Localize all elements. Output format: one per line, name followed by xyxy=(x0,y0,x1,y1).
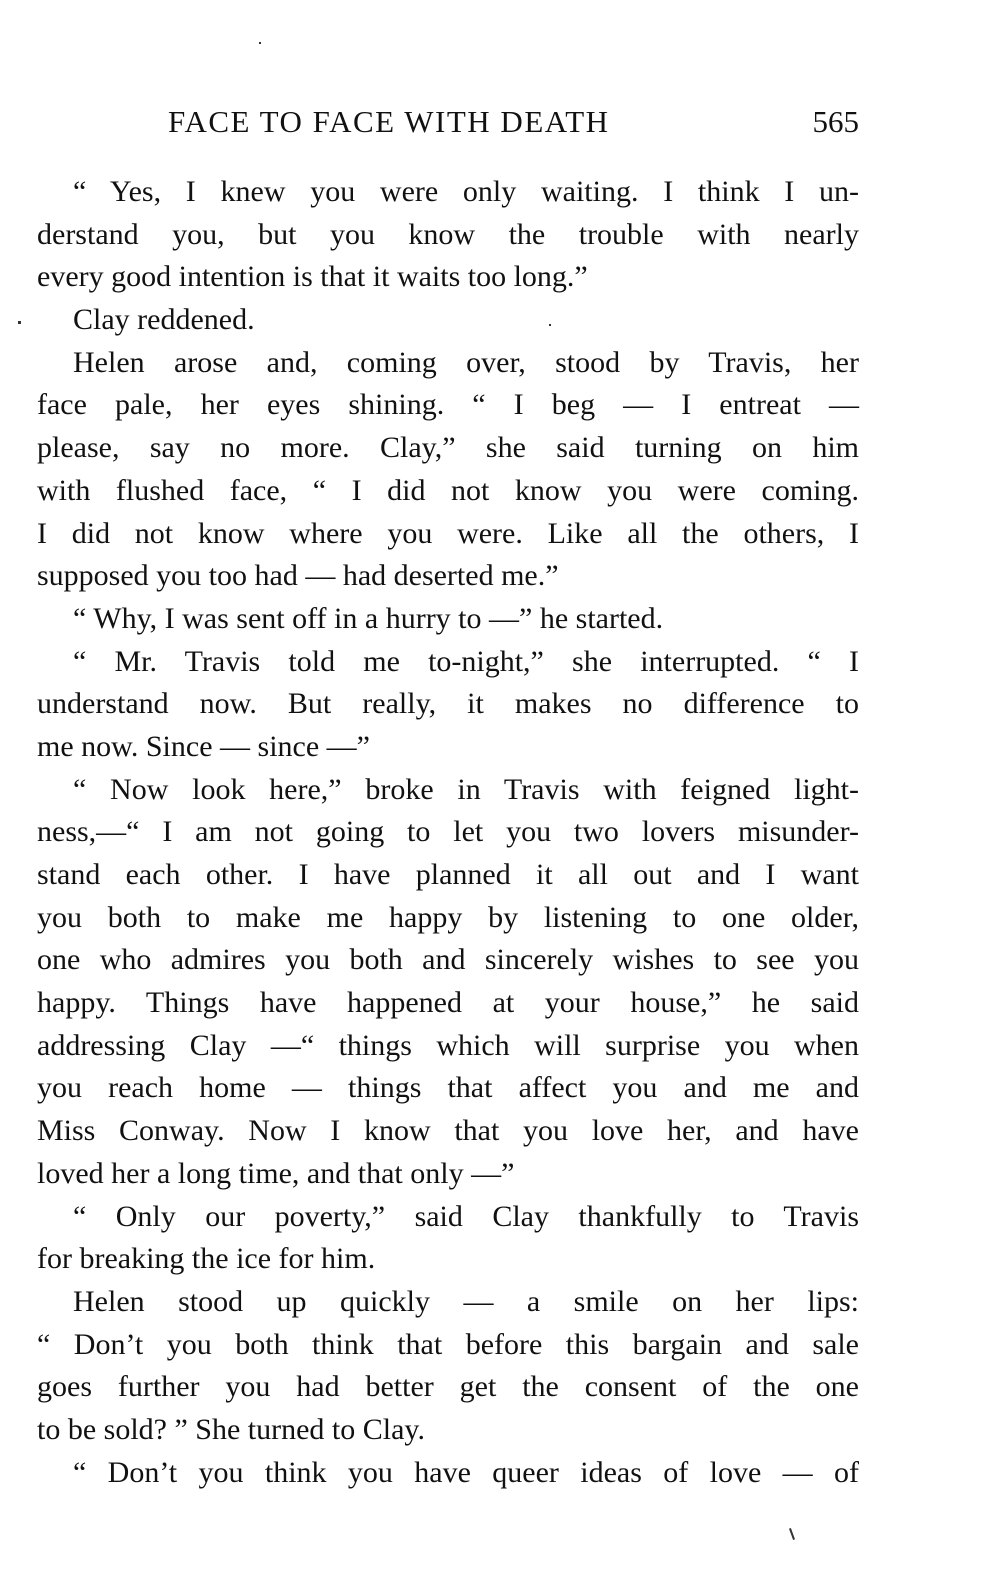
text-line: “ Only our poverty,” said Clay thankfully to Travis xyxy=(73,1199,859,1233)
scan-speck xyxy=(549,324,551,326)
text-line: I did not know where you were. Like all the others, I xyxy=(37,516,859,550)
text-line: “ Why, I was sent off in a hurry to —” he started. xyxy=(73,601,664,635)
text-line: one who admires you both and sincerely wishes to see you xyxy=(37,943,859,977)
text-line: “ Yes, I knew you were only waiting. I think I un- xyxy=(73,175,859,208)
text-line: supposed you too had — had deserted me.” xyxy=(37,559,559,593)
text-line: please, say no more. Clay,” she said turning on him xyxy=(37,431,859,465)
text-line: Helen stood up quickly — a smile on her lips: xyxy=(73,1284,859,1318)
scan-speck xyxy=(789,1528,795,1540)
text-line: every good intention is that it waits too long.” xyxy=(37,260,588,294)
text-line: face pale, her eyes shining. “ I beg — I entreat — xyxy=(37,388,859,422)
text-line: “ Mr. Travis told me to-night,” she interrupted. “ I xyxy=(73,644,859,678)
text-line: loved her a long time, and that only —” xyxy=(37,1156,515,1190)
text-line: Miss Conway. Now I know that you love her, and have xyxy=(37,1114,859,1148)
text-line: with flushed face, “ I did not know you were coming. xyxy=(37,473,859,507)
text-line: “ Now look here,” broke in Travis with feigned light- xyxy=(73,772,859,806)
page-header xyxy=(37,104,859,148)
text-line: “ Don’t you both think that before this bargain and sale xyxy=(37,1327,859,1361)
text-line: goes further you had better get the consent of the one xyxy=(37,1370,859,1404)
text-line: “ Don’t you think you have queer ideas of love — of xyxy=(73,1455,859,1489)
text-line: addressing Clay —“ things which will surprise you when xyxy=(37,1028,859,1062)
text-line: Helen arose and, coming over, stood by Travis, her xyxy=(73,345,859,379)
text-line: to be sold? ” She turned to Clay. xyxy=(37,1412,425,1446)
text-line: ness,—“ I am not going to let you two lovers misunder- xyxy=(37,815,859,849)
text-line: you reach home — things that affect you and me and xyxy=(37,1071,859,1105)
text-line: Clay reddened. xyxy=(73,303,255,337)
text-line: for breaking the ice for him. xyxy=(37,1242,376,1276)
scan-speck xyxy=(259,42,261,44)
text-line: stand each other. I have planned it all out and I want xyxy=(37,858,859,891)
running-title: FACE TO FACE WITH DEATH xyxy=(168,104,610,139)
text-line: understand now. But really, it makes no difference to xyxy=(37,687,859,721)
text-line: derstand you, but you know the trouble with nearly xyxy=(37,217,859,251)
text-line: happy. Things have happened at your house,” he said xyxy=(37,986,859,1020)
page-number: 565 xyxy=(812,104,859,139)
text-line: me now. Since — since —” xyxy=(37,729,370,763)
body-text xyxy=(37,171,859,1494)
text-line: you both to make me happy by listening to one older, xyxy=(37,900,859,934)
scan-speck xyxy=(18,321,21,324)
